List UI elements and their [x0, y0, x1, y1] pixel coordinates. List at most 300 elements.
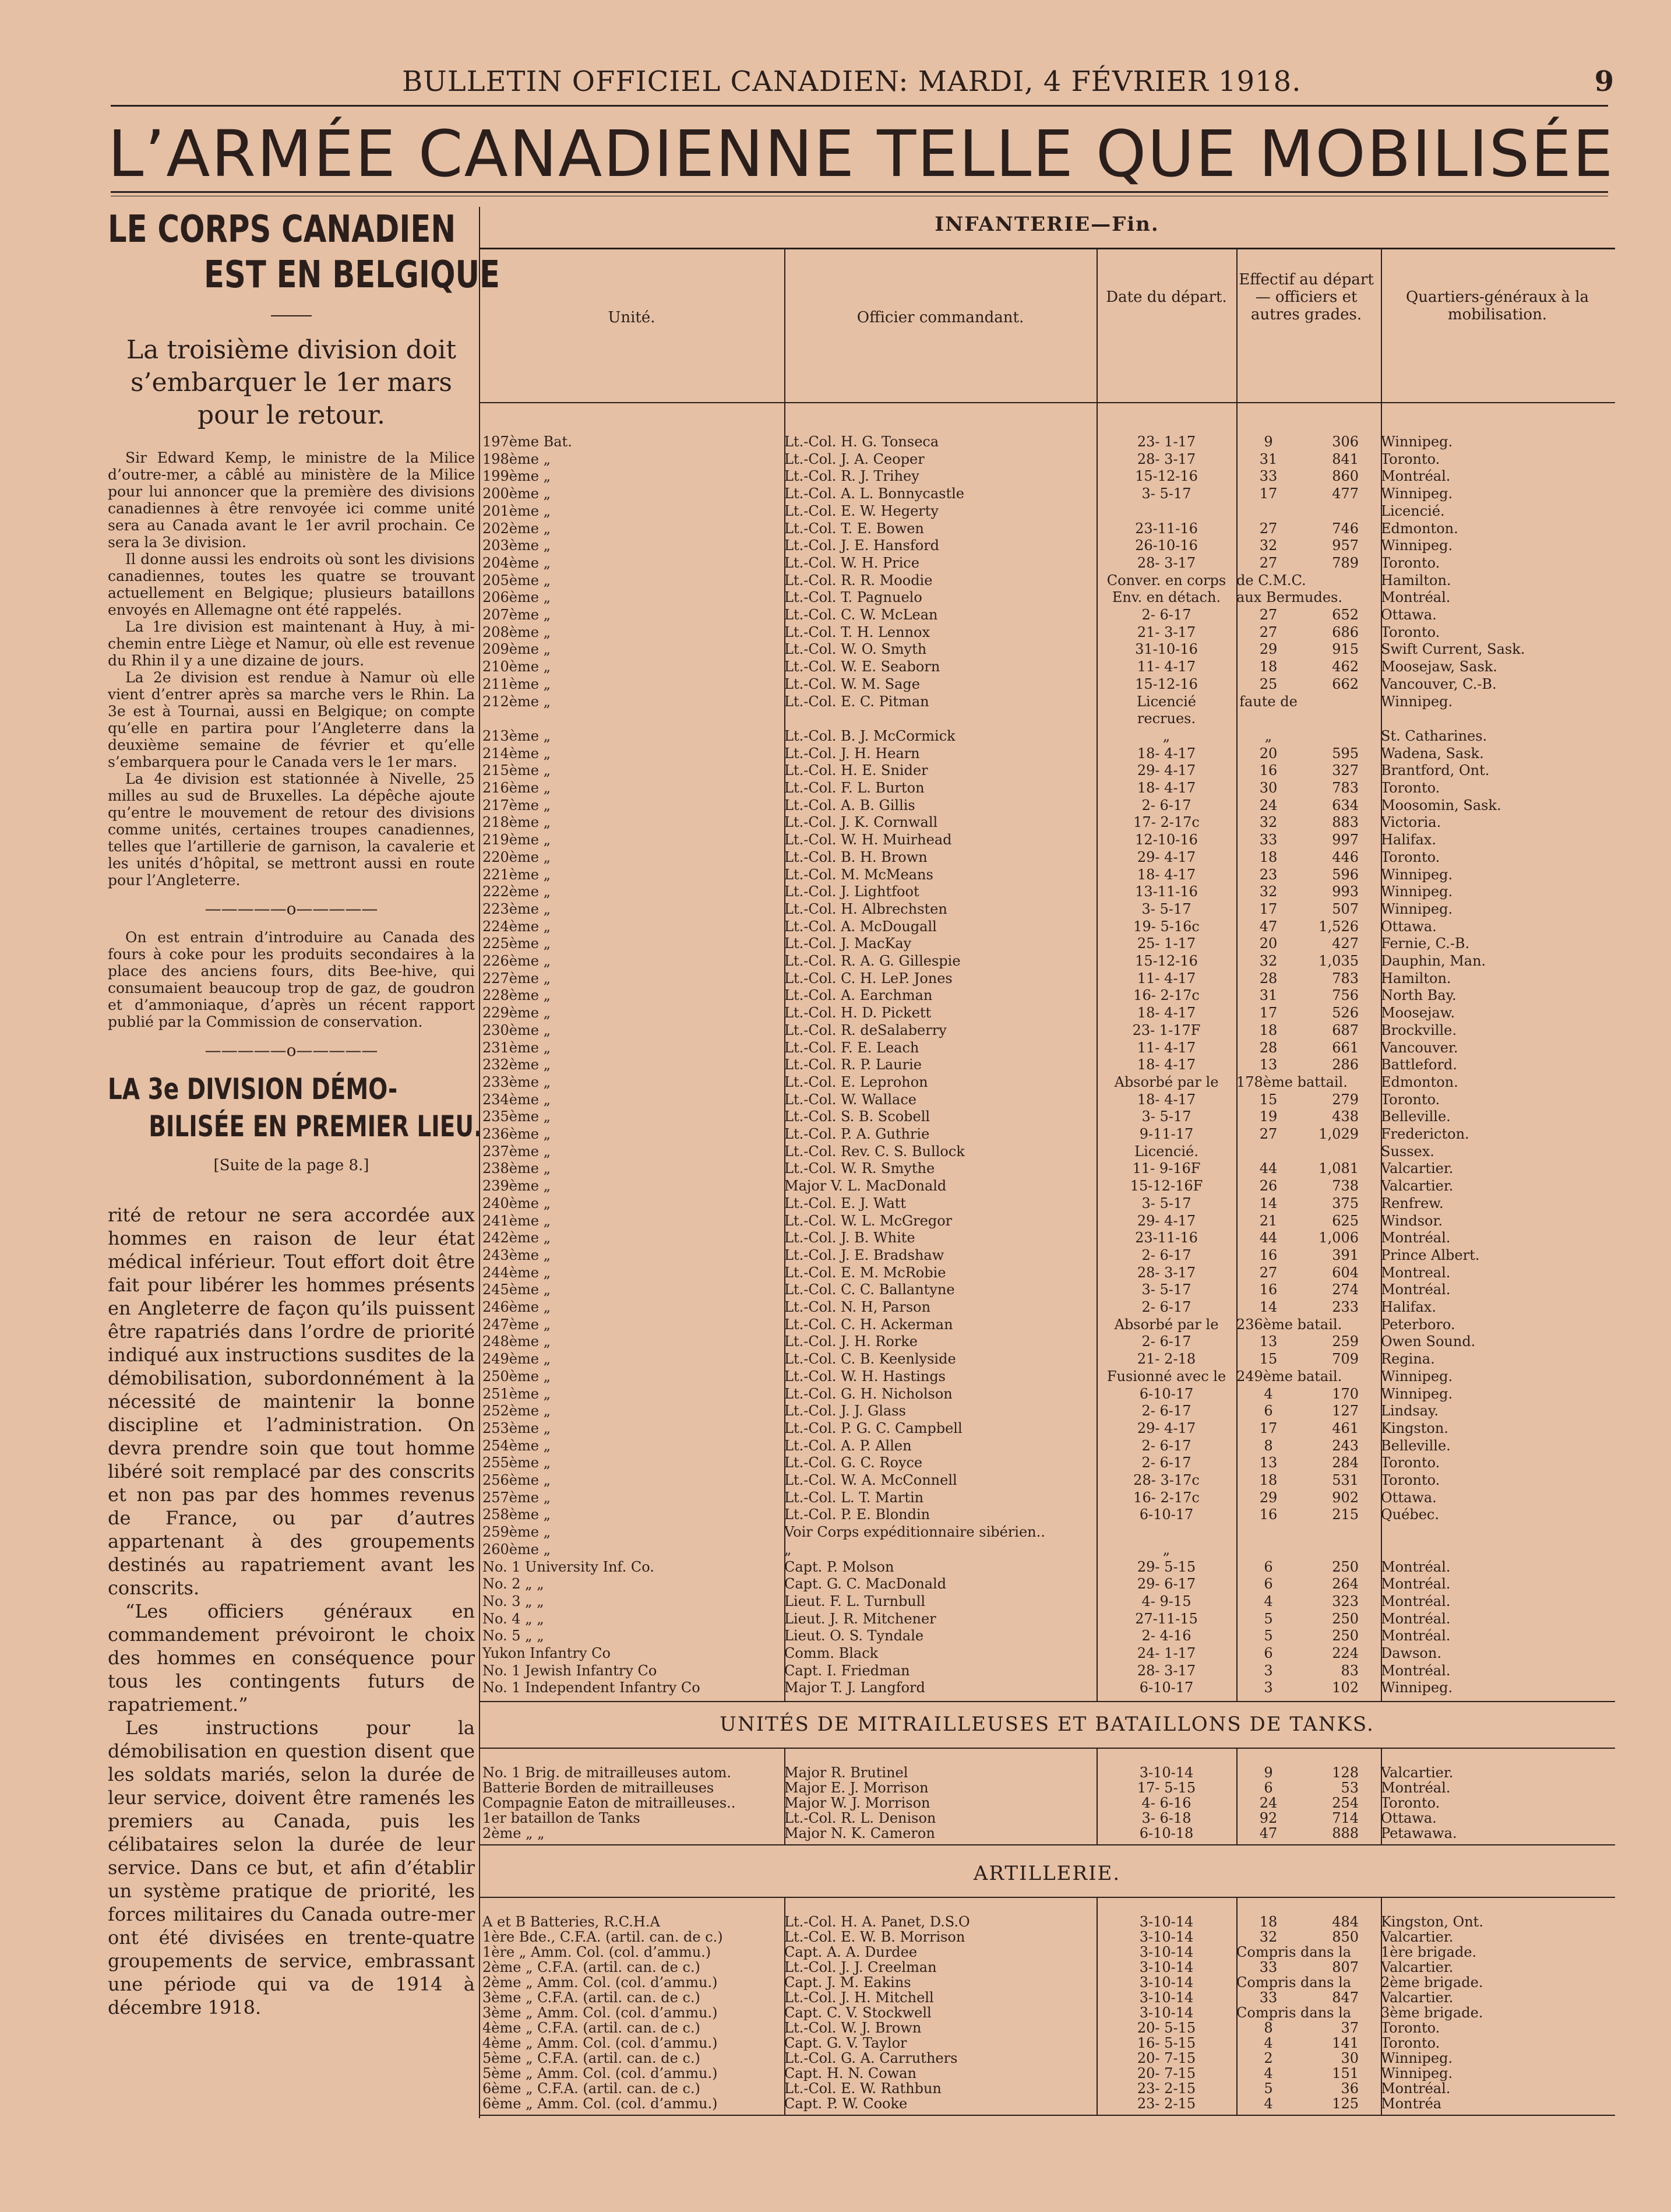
cell-officiers: 18	[1259, 1914, 1278, 1931]
col-header-effectif: Effectif au départ— officiers et autres grades.	[1239, 271, 1374, 323]
cell-officier: Lt.-Col. H. E. Snider	[784, 762, 928, 779]
cell-officier: Lt.-Col. J. J. Glass	[784, 1403, 906, 1420]
cell-unite: 2ème „ „	[482, 1825, 545, 1842]
cell-officier: Lt.-Col. B. H. Brown	[784, 848, 928, 865]
cell-officiers: 4	[1264, 2065, 1273, 2082]
cell-quartiers: Toronto.	[1381, 554, 1440, 571]
table-row	[479, 1960, 1615, 1975]
cell-date: 3-10-14	[1139, 1974, 1194, 1991]
cell-unite: 247ème „	[482, 1316, 551, 1333]
cell-date: 2- 6-17	[1141, 1333, 1191, 1350]
table-row	[479, 1057, 1615, 1072]
cell-quartiers: Windsor.	[1381, 1212, 1443, 1229]
cell-officier: Capt. G. C. MacDonald	[784, 1576, 947, 1593]
table-row	[479, 590, 1615, 605]
cell-officier: Lt.-Col. J. E. Bradshaw	[784, 1246, 944, 1263]
headline-separator	[271, 315, 312, 316]
cell-officiers: 31	[1259, 987, 1278, 1004]
cell-unite: 212ème „	[482, 693, 551, 710]
page-number: 9	[1594, 65, 1614, 98]
col-header-date: Date du départ.	[1106, 288, 1227, 306]
cell-quartiers: 2ème brigade.	[1381, 1974, 1483, 1991]
cell-date: 18- 4-17	[1137, 780, 1196, 796]
cell-grades: 484	[1332, 1914, 1359, 1931]
cell-quartiers: Toronto.	[1381, 2020, 1440, 2037]
cell-officier: Lt.-Col. J. A. Ceoper	[784, 450, 925, 467]
cell-quartiers: Winnipeg.	[1381, 900, 1453, 917]
cell-unite: No. 4 „ „	[482, 1610, 544, 1627]
cell-officiers: 44	[1259, 1160, 1278, 1177]
cell-officiers: 17	[1259, 1420, 1278, 1436]
cell-date: 20- 7-15	[1137, 2065, 1196, 2082]
cell-officier: Lt.-Col. A. McDougall	[784, 918, 937, 935]
cell-unite: 213ème „	[482, 727, 551, 744]
cell-grades: 250	[1332, 1610, 1359, 1627]
table-row	[479, 1765, 1615, 1780]
cell-quartiers: Fernie, C.-B.	[1381, 935, 1470, 952]
cell-quartiers: Toronto.	[1381, 848, 1440, 865]
column-divider	[1381, 1748, 1382, 1844]
cell-officier: Capt. P. Molson	[784, 1558, 894, 1575]
cell-quartiers: Sussex.	[1381, 1143, 1434, 1160]
table-row	[479, 988, 1615, 1003]
cell-officier: Major R. Brutinel	[784, 1764, 908, 1781]
table-row	[479, 2035, 1615, 2051]
cell-grades: 327	[1332, 762, 1359, 779]
cell-grades: 250	[1332, 1628, 1359, 1644]
cell-officier: Lieut. O. S. Tyndale	[784, 1628, 924, 1644]
table-row	[479, 780, 1615, 795]
table-row	[479, 1213, 1615, 1228]
cell-grades: 652	[1332, 607, 1359, 623]
cell-officier: Lt.-Col. C. C. Ballantyne	[784, 1281, 955, 1298]
cell-quartiers: Montréal.	[1381, 589, 1451, 606]
cell-date: 2- 6-17	[1141, 1454, 1191, 1471]
cell-grades: 170	[1332, 1385, 1359, 1402]
cell-date: 2- 6-17	[1141, 797, 1191, 813]
cell-quartiers: Winnipeg.	[1381, 1679, 1453, 1696]
table-row	[479, 538, 1615, 553]
cell-unite: 205ème „	[482, 572, 551, 589]
cell-quartiers: Licencié.	[1381, 502, 1445, 519]
table-row	[479, 1663, 1615, 1678]
table-row	[479, 642, 1615, 657]
cell-officiers: 4	[1264, 1593, 1273, 1609]
table-row	[479, 1005, 1615, 1020]
cell-officier: Voir Corps expéditionnaire sibérien..	[784, 1524, 1045, 1541]
cell-grades: 215	[1332, 1506, 1359, 1523]
cell-officiers: 27	[1259, 624, 1278, 640]
cell-unite: 4ème „ Amm. Col. (col. d’ammu.)	[482, 2035, 718, 2052]
table-row	[479, 1990, 1615, 2005]
table-row	[479, 1178, 1615, 1193]
cell-officier: Lt.-Col. W. H. Hastings	[784, 1368, 946, 1385]
cell-officier: Lt.-Col. J. H. Mitchell	[784, 1989, 934, 2006]
cell-officier: Lt.-Col. T. E. Bowen	[784, 520, 924, 537]
table-row	[479, 2096, 1615, 2111]
cell-date: 19- 5-16c	[1133, 918, 1200, 935]
cell-unite: 202ème „	[482, 520, 551, 537]
cell-officier: Major N. K. Cameron	[784, 1825, 935, 1842]
cell-officier: Lt.-Col. W. M. Sage	[784, 675, 920, 692]
table-row	[479, 1559, 1615, 1575]
article-body-3	[108, 1203, 475, 2019]
cell-officier: Capt. H. N. Cowan	[784, 2065, 916, 2082]
cell-quartiers: Winnipeg.	[1381, 866, 1453, 883]
cell-officier: Lt.-Col. E. W. B. Morrison	[784, 1929, 965, 1946]
cell-grades: 604	[1332, 1264, 1359, 1281]
cell-grades: 783	[1332, 970, 1359, 987]
cell-officier: Lt.-Col. J. K. Cornwall	[784, 814, 938, 831]
cell-quartiers: Winnipeg.	[1381, 883, 1453, 900]
cell-quartiers: Renfrew.	[1381, 1195, 1444, 1211]
cell-officiers: 19	[1259, 1108, 1278, 1125]
cell-officier: Capt. J. M. Eakins	[784, 1974, 911, 1991]
paragraph: La 4e division est stationnée à Nivelle, 25 milles au sud de Bruxelles. La dépêche ajoute qu’entre le mouvement de retour des divisions comme unités, certaines troupes canadiennes, telles que l’artillerie de garnison, la cavalerie et les unités d’hôpital, se mettront aussi en route pour l’Angleterre.	[108, 770, 475, 889]
cell-unite: 252ème „	[482, 1403, 551, 1420]
cell-unite: 254ème „	[482, 1437, 551, 1454]
cell-date: 29- 6-17	[1137, 1576, 1196, 1593]
cell-unite: 256ème „	[482, 1472, 551, 1488]
cell-officier: Lt.-Col. H. G. Tonseca	[784, 434, 939, 450]
cell-unite: 244ème „	[482, 1264, 551, 1281]
table-row	[479, 711, 1615, 726]
table-row	[479, 625, 1615, 640]
cell-quartiers: Toronto.	[1381, 1454, 1440, 1471]
cell-date: 28- 3-17	[1137, 1662, 1196, 1679]
cell-grades: 783	[1332, 780, 1359, 796]
cell-unite: 208ème „	[482, 624, 551, 640]
cell-officiers: 18	[1259, 658, 1278, 675]
table-row	[479, 1438, 1615, 1453]
cell-officier: Lt.-Col. F. E. Leach	[784, 1039, 919, 1056]
cell-officiers: 14	[1259, 1195, 1278, 1211]
paragraph: Il donne aussi les endroits où sont les divisions canadiennes, toutes les quatre se trouvant actuellement en Belgique; plusieurs bataillons envoyés en Allemagne ont été rappelés.	[108, 551, 475, 618]
cell-quartiers: Petawawa.	[1381, 1825, 1457, 1842]
cell-grades: 477	[1332, 485, 1359, 502]
cell-quartiers: St. Catharines.	[1381, 727, 1487, 744]
paragraph: rité de retour ne sera accordée aux hommes en raison de leur état médical inférieur. Tout effort doit être fait pour libérer les hommes présents en Angleterre de façon qu’ils puissent être rapatriés dans l’ordre de priorité indiqué aux instructions susdites de la démobilisation, subordonnément à la nécessité de maintenir la bonne discipline et l’administration. On devra prendre soin que tout homme libéré soit remplacé par des conscrits et non pas par des hommes revenus de France, ou par d’autres appartenant à des groupements destinés au rapatriement avant les conscrits.	[108, 1204, 475, 1599]
table-row	[479, 1334, 1615, 1349]
table-row	[479, 1455, 1615, 1470]
table-row	[479, 971, 1615, 986]
table-row	[479, 1144, 1615, 1159]
cell-officier: Lt.-Col. E. C. Pitman	[784, 693, 929, 710]
table-row	[479, 452, 1615, 467]
cell-grades: 127	[1332, 1403, 1359, 1420]
table-row	[479, 2005, 1615, 2020]
cell-date: 15-12-16F	[1130, 1178, 1203, 1195]
cell-unite: No. 3 „ „	[482, 1593, 544, 1609]
cell-officiers: 31	[1259, 450, 1278, 467]
cell-quartiers: Winnipeg.	[1381, 485, 1453, 502]
table-row	[479, 1975, 1615, 1990]
cell-unite: 232ème „	[482, 1056, 551, 1073]
cell-quartiers: Québec.	[1381, 1506, 1439, 1523]
cell-unite: 231ème „	[482, 1039, 551, 1056]
subheadline-line-1: La troisième division doit	[126, 335, 457, 365]
cell-officiers: 27	[1259, 554, 1278, 571]
cell-quartiers: Winnipeg.	[1381, 434, 1453, 450]
cell-officiers: 32	[1259, 883, 1278, 900]
masthead: L’ARMÉE CANADIENNE TELLE QUE MOBILISÉE	[108, 117, 1614, 191]
cell-date: 3- 5-17	[1141, 1281, 1191, 1298]
cell-officier: Lt.-Col. C. W. McLean	[784, 607, 938, 623]
cell-unite: 219ème „	[482, 832, 551, 848]
cell-quartiers: Winnipeg.	[1381, 537, 1453, 554]
cell-date: 11- 9-16F	[1132, 1160, 1201, 1177]
cell-officier: „	[784, 1541, 792, 1558]
cell-officiers: 24	[1259, 1795, 1278, 1812]
cell-officier: Lt.-Col. J. B. White	[784, 1230, 915, 1246]
cell-officiers: 16	[1259, 1281, 1278, 1298]
cell-date: 25- 1-17	[1137, 935, 1196, 952]
headline-1-line-1: LE CORPS CANADIEN	[108, 208, 456, 251]
cell-date: 18- 4-17	[1137, 1005, 1196, 1022]
cell-grades: 789	[1332, 554, 1359, 571]
cell-unite: 246ème „	[482, 1299, 551, 1315]
cell-unite: 215ème „	[482, 762, 551, 779]
cell-officiers: „	[1264, 727, 1272, 744]
cell-quartiers: Montréal.	[1381, 1610, 1451, 1627]
cell-date: Absorbé par le	[1114, 1316, 1219, 1333]
cell-grades: 841	[1332, 450, 1359, 467]
cell-date: 6-10-17	[1139, 1385, 1194, 1402]
table-row	[479, 1040, 1615, 1055]
cell-quartiers: Montreal.	[1381, 1264, 1451, 1281]
cell-grades: 1,081	[1319, 1160, 1359, 1177]
cell-unite: 237ème „	[482, 1143, 551, 1160]
cell-grades: 279	[1332, 1091, 1359, 1108]
cell-grades: 254	[1332, 1795, 1359, 1812]
cell-grades: 274	[1332, 1281, 1359, 1298]
cell-officier: Lt.-Col. G. H. Nicholson	[784, 1385, 953, 1402]
cell-officier: Lt.-Col. L. T. Martin	[784, 1489, 924, 1506]
cell-officier: Lt.-Col. J. MacKay	[784, 935, 912, 952]
cell-unite: 233ème „	[482, 1073, 551, 1090]
cell-quartiers: Belleville.	[1381, 1108, 1451, 1125]
cell-date: 23- 2-15	[1137, 2080, 1196, 2097]
cell-grades: 860	[1332, 468, 1359, 485]
header-rule	[111, 105, 1608, 107]
cell-date: 23-11-16	[1135, 1230, 1198, 1246]
cell-unite: 3ème „ Amm. Col. (col. d’ammu.)	[482, 2005, 718, 2021]
cell-quartiers: Ottawa.	[1381, 1810, 1437, 1827]
cell-grades: 526	[1332, 1005, 1359, 1022]
cell-unite: 242ème „	[482, 1230, 551, 1246]
cell-date: 28- 3-17	[1137, 1264, 1196, 1281]
cell-officier: Lt.-Col. W. O. Smyth	[784, 641, 927, 658]
cell-grades: 687	[1332, 1022, 1359, 1038]
cell-grades: 1,526	[1319, 918, 1359, 935]
cell-grades: 902	[1332, 1489, 1359, 1506]
cell-officier: Lt.-Col. A. L. Bonnycastle	[784, 485, 964, 502]
cell-officiers: Compris dans la	[1236, 1944, 1352, 1961]
cell-quartiers: Montréal.	[1381, 1662, 1451, 1679]
cell-unite: 206ème „	[482, 589, 551, 606]
table-row	[479, 1490, 1615, 1505]
cell-unite: 211ème „	[482, 675, 551, 692]
cell-date: 2- 6-17	[1141, 1299, 1191, 1315]
cell-quartiers: Moosejaw, Sask.	[1381, 658, 1497, 675]
cell-officiers: 3	[1264, 1662, 1273, 1679]
cell-quartiers: Montréal.	[1381, 1780, 1451, 1797]
cell-officier: Lt.-Col. W. H. Price	[784, 554, 919, 571]
cell-unite: 197ème Bat.	[482, 434, 572, 450]
subheadline	[108, 334, 475, 432]
cell-officiers: 4	[1264, 2095, 1273, 2112]
cell-unite: 218ème „	[482, 814, 551, 831]
cell-date: 12-10-16	[1135, 832, 1198, 848]
table-row	[479, 1524, 1615, 1540]
cell-date: 16- 5-15	[1137, 2035, 1196, 2052]
table-row	[479, 1795, 1615, 1811]
cell-officier: Lt.-Col. J. J. Creelman	[784, 1959, 937, 1976]
cell-date: 9-11-17	[1139, 1126, 1194, 1142]
cell-grades: 847	[1332, 1989, 1359, 2006]
cell-unite: 214ème „	[482, 745, 551, 762]
table-row	[479, 607, 1615, 622]
divider: —————o—————	[205, 1041, 378, 1060]
cell-date: 18- 4-17	[1137, 745, 1196, 762]
cell-date: 18- 4-17	[1137, 866, 1196, 883]
paragraph: On est entrain d’introduire au Canada des fours à coke pour les produits secondaires à la place des anciens fours, dits Bee-hive, qui consumaient beaucoup trop de gaz, de goudron et d’ammoniaque, d’après un récent rapport publié par la Commission de conservation.	[108, 929, 475, 1030]
cell-officiers: 15	[1259, 1351, 1278, 1368]
cell-officiers: 6	[1264, 1645, 1273, 1661]
cell-date: recrues.	[1137, 710, 1196, 727]
cell-date: 3- 5-17	[1141, 485, 1191, 502]
cell-unite: No. 1 Independent Infantry Co	[482, 1679, 700, 1696]
subheadline-line-2: s’embarquer le 1er mars	[130, 368, 453, 397]
table-row	[479, 1646, 1615, 1661]
table-bottom-rule	[479, 1701, 1615, 1702]
cell-unite: 4ème „ C.F.A. (artil. can. de c.)	[482, 2020, 700, 2037]
table-row	[479, 555, 1615, 570]
table-row	[479, 1386, 1615, 1401]
headline-1-line-2: EST EN BELGIQUE	[204, 253, 500, 297]
cell-officiers: 18	[1259, 848, 1278, 865]
cell-quartiers: Prince Albert.	[1381, 1246, 1480, 1263]
cell-grades: 634	[1332, 797, 1359, 813]
table-row	[479, 763, 1615, 778]
cell-officier: Lt.-Col. W. L. McGregor	[784, 1212, 953, 1229]
cell-officier: Lt.-Col. R. A. G. Gillespie	[784, 953, 961, 969]
cell-officiers: 32	[1259, 953, 1278, 969]
cell-unite: No. 1 Jewish Infantry Co	[482, 1662, 657, 1679]
cell-grades: 461	[1332, 1420, 1359, 1436]
cell-officiers: 13	[1259, 1333, 1278, 1350]
cell-quartiers: North Bay.	[1381, 987, 1457, 1004]
cell-grades: 957	[1332, 537, 1359, 554]
cell-quartiers: Toronto.	[1381, 1091, 1440, 1108]
cell-officiers: 21	[1259, 1212, 1278, 1229]
cell-quartiers: Toronto.	[1381, 2035, 1440, 2052]
cell-date: 3-10-14	[1139, 1929, 1194, 1946]
cell-date: 3-10-14	[1139, 1989, 1194, 2006]
cell-officier: Lt.-Col. S. B. Scobell	[784, 1108, 930, 1125]
cell-quartiers: Swift Current, Sask.	[1381, 641, 1525, 658]
cell-quartiers: Ottawa.	[1381, 607, 1437, 623]
table-row	[479, 434, 1615, 449]
cell-officiers: 30	[1259, 780, 1278, 796]
cell-date: 28- 3-17c	[1133, 1472, 1200, 1488]
cell-officiers: 32	[1259, 814, 1278, 831]
mitrailleuses-title: UNITÉS DE MITRAILLEUSES ET BATAILLONS DE TANKS.	[720, 1713, 1374, 1737]
cell-officiers: 17	[1259, 485, 1278, 502]
cell-unite: 253ème „	[482, 1420, 551, 1436]
cell-grades: 36	[1341, 2080, 1359, 2097]
artillerie-title: ARTILLERIE.	[973, 1862, 1121, 1886]
table-row	[479, 1351, 1615, 1366]
cell-unite: Compagnie Eaton de mitrailleuses..	[482, 1795, 736, 1812]
cell-officier: Major W. J. Morrison	[784, 1795, 930, 1812]
cell-unite: 259ème „	[482, 1524, 551, 1541]
cell-quartiers: Valcartier.	[1381, 1989, 1454, 2006]
cell-unite: Yukon Infantry Co	[482, 1645, 611, 1661]
cell-officiers: 13	[1259, 1056, 1278, 1073]
column-divider	[784, 1897, 785, 2115]
cell-officiers: 33	[1259, 1989, 1278, 2006]
table-row	[479, 1230, 1615, 1245]
cell-unite: 198ème „	[482, 450, 551, 467]
table-row	[479, 486, 1615, 501]
cell-grades: 259	[1332, 1333, 1359, 1350]
cell-officier: Lt.-Col. W. R. Smythe	[784, 1160, 935, 1177]
paragraph: La 2e division est rendue à Namur où elle vient d’entrer après sa marche vers le Rhin. La 3e est à Tournai, aussi en Belgique; on compte qu’elle en partira pour l’Angleterre dans la deuxième semaine de février et qu’elle s’embarquera pour le Canada vers le 1er mars.	[108, 669, 475, 770]
cell-officier: Lt.-Col. A. Earchman	[784, 987, 933, 1004]
cell-date: Fusionné avec le	[1106, 1368, 1226, 1385]
cell-quartiers: Halifax.	[1381, 1299, 1436, 1315]
cell-quartiers: Lindsay.	[1381, 1403, 1439, 1420]
cell-quartiers: Montréal.	[1381, 1628, 1451, 1644]
cell-quartiers: Valcartier.	[1381, 1764, 1454, 1781]
cell-officiers: 5	[1264, 1610, 1273, 1627]
column-divider	[1097, 1748, 1098, 1844]
cell-date: 18- 4-17	[1137, 1056, 1196, 1073]
cell-officiers: 17	[1259, 900, 1278, 917]
cell-officier: Lt.-Col. C. B. Keenlyside	[784, 1351, 956, 1368]
cell-grades: 53	[1341, 1780, 1359, 1797]
cell-grades: 264	[1332, 1576, 1359, 1593]
cell-unite: No. 1 Brig. de mitrailleuses autom.	[482, 1764, 732, 1781]
cell-officiers: 29	[1259, 1489, 1278, 1506]
cell-unite: 221ème „	[482, 866, 551, 883]
cell-grades: 738	[1332, 1178, 1359, 1195]
cell-grades: 286	[1332, 1056, 1359, 1073]
cell-officier: Capt. A. A. Durdee	[784, 1944, 918, 1961]
cell-officier: Lt.-Col. P. A. Guthrie	[784, 1126, 930, 1142]
cell-unite: 260ème „	[482, 1541, 551, 1558]
table-row	[479, 798, 1615, 813]
column-divider	[1236, 248, 1238, 1701]
subheadline-line-3: pour le retour.	[198, 400, 385, 430]
cell-grades: 141	[1332, 2035, 1359, 2052]
cell-unite: No. 2 „ „	[482, 1576, 544, 1593]
running-title: BULLETIN OFFICIEL CANADIEN: MARDI, 4 FÉVRIER 1918.	[402, 65, 1302, 98]
table-row	[479, 1075, 1615, 1090]
column-divider	[1097, 1897, 1098, 2115]
cell-unite: 5ème „ C.F.A. (artil. can. de c.)	[482, 2050, 700, 2067]
cell-officiers: 236ème batail.	[1236, 1316, 1342, 1333]
cell-date: 29- 4-17	[1137, 1420, 1196, 1436]
table-row	[479, 1929, 1615, 1945]
cell-quartiers: Halifax.	[1381, 832, 1436, 848]
cell-officiers: 28	[1259, 1039, 1278, 1056]
cell-grades: 102	[1332, 1679, 1359, 1696]
table-row	[479, 1780, 1615, 1795]
table-row	[479, 1473, 1615, 1488]
cell-quartiers: Vancouver.	[1381, 1039, 1458, 1056]
